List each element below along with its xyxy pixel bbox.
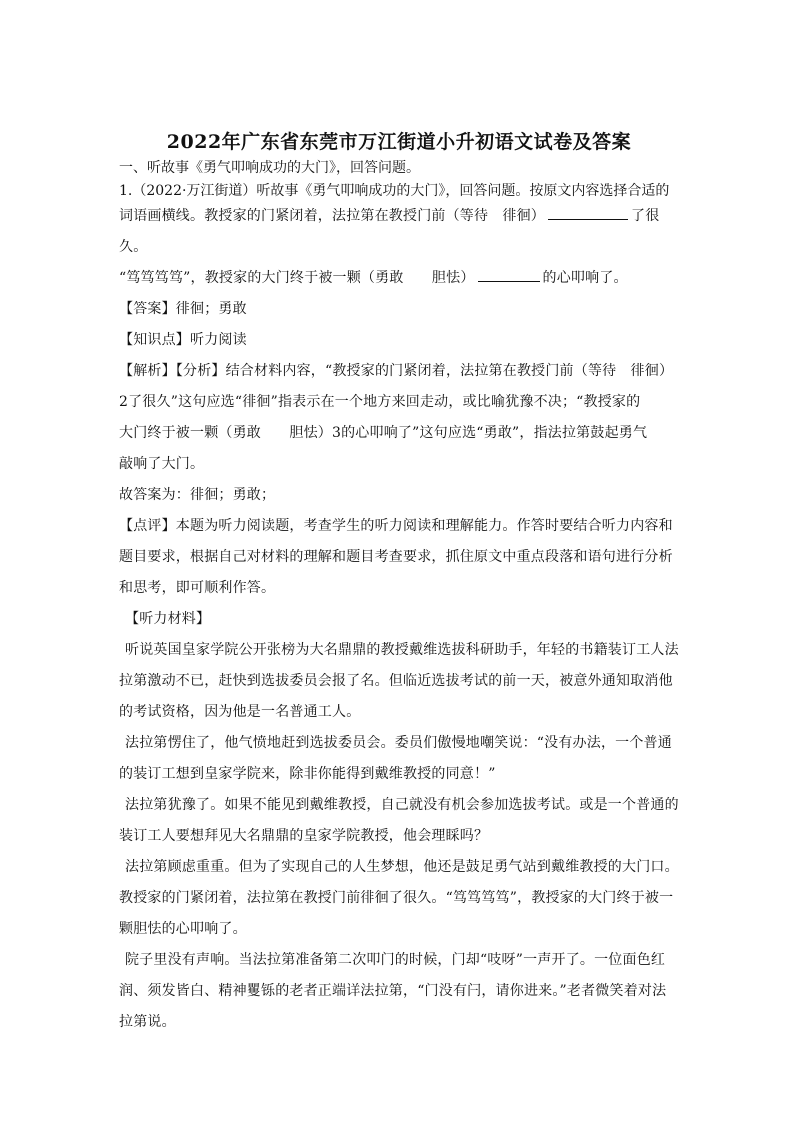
- analysis-line: 敲响了大门。: [119, 456, 205, 472]
- question-1-lead: 1.（2022·万江街道）听故事《勇气叩响成功的大门》，回答问题。按原文内容选择合适的: [119, 183, 670, 199]
- material-paragraph-1: 拉第激动不已，赶快到选拔委员会报了名。但临近选拔考试的前一天，被意外通知取消他: [119, 673, 673, 689]
- material-paragraph-1: 听说英国皇家学院公开张榜为大名鼎鼎的教授戴维选拔科研助手，年轻的书籍装订工人法: [125, 642, 679, 658]
- answer-line: 【答案】徘徊；勇敢: [119, 301, 247, 317]
- material-paragraph-2: 的装订工想到皇家学院来，除非你能得到戴维教授的同意！”: [119, 766, 496, 782]
- material-paragraph-4: 教授家的门紧闭着，法拉第在教授门前徘徊了很久。“笃笃笃笃”，教授家的大门终于被一: [119, 890, 674, 906]
- question-1-line-3: [119, 263, 679, 294]
- question-text: 了很久。: [119, 208, 660, 255]
- material-paragraph-5: 拉第说。: [119, 1014, 176, 1030]
- material-paragraph-4: 颗胆怯的心叩响了。: [119, 921, 247, 937]
- page-title: 2022年广东省东莞市万江街道小升初语文试卷及答案: [166, 131, 632, 153]
- material-paragraph-3: 法拉第犹豫了。如果不能见到戴维教授，自己就没有机会参加选拔考试。或是一个普通的: [125, 797, 679, 813]
- material-paragraph-5: 院子里没有声响。当法拉第准备第二次叩门的时候，门却“吱呀”一声开了。一位面色红: [125, 952, 666, 968]
- material-heading: 【听力材料】: [125, 611, 211, 627]
- conclusion-line: 故答案为：徘徊；勇敢；: [119, 487, 276, 503]
- analysis-line: 2了很久”这句应选“徘徊”指表示在一个地方来回走动，或比喻犹豫不决；“教授家的: [119, 394, 641, 410]
- question-text: 词语画横线。教授家的门紧闭着，法拉第在教授门前（等待 徘徊）: [119, 208, 545, 224]
- answer-blank: [478, 267, 540, 282]
- question-text: “笃笃笃笃”，教授家的大门终于被一颗（勇敢 胆怯）: [119, 270, 475, 286]
- material-paragraph-4: 法拉第顾虑重重。但为了实现自己的人生梦想，他还是鼓足勇气站到戴维教授的大门口。: [125, 859, 679, 875]
- comment-line: 题目要求，根据自己对材料的理解和题目考查要求，抓住原文中重点段落和语句进行分析: [119, 549, 673, 565]
- analysis-line: 【解析】【分析】结合材料内容，“教授家的门紧闭着，法拉第在教授门前（等待 徘徊）: [119, 363, 674, 379]
- material-paragraph-1: 的考试资格，因为他是一名普通工人。: [119, 704, 361, 720]
- material-paragraph-5: 润、须发皆白、精神矍铄的老者正端详法拉第，“门没有闩，请你进来。”老者微笑着对法: [119, 983, 667, 999]
- material-paragraph-3: 装订工人要想拜见大名鼎鼎的皇家学院教授，他会理睬吗？: [119, 828, 489, 844]
- analysis-line: 大门终于被一颗（勇敢 胆怯）3的心叩响了”这句应选“勇敢”，指法拉第鼓起勇气: [119, 425, 648, 441]
- comment-line: 和思考，即可顺利作答。: [119, 580, 276, 596]
- document-page: [119, 127, 679, 1038]
- section-heading: 一、听故事《勇气叩响成功的大门》，回答问题。: [119, 160, 420, 176]
- comment-line: 【点评】本题为听力阅读题，考查学生的听力阅读和理解能力。作答时要结合听力内容和: [119, 518, 673, 534]
- question-1-line-2: [119, 201, 679, 263]
- answer-blank: [548, 205, 628, 220]
- question-text: 的心叩响了。: [542, 270, 628, 286]
- knowledge-line: 【知识点】听力阅读: [119, 332, 247, 348]
- material-paragraph-2: 法拉第愣住了，他气愤地赶到选拔委员会。委员们傲慢地嘲笑说：“没有办法，一个普通: [125, 735, 672, 751]
